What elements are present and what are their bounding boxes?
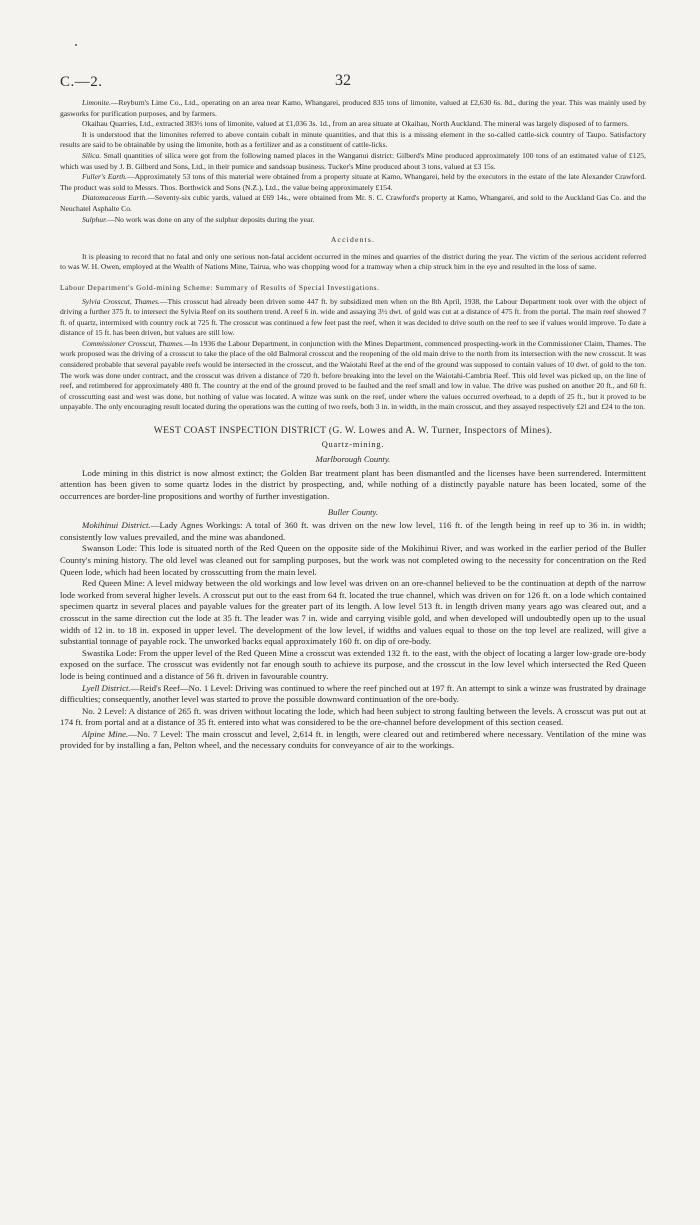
para-lead: Sylvia Crosscut, Thames. (82, 296, 160, 306)
para-cobalt (60, 130, 646, 151)
para-text: Swastika Lode: From the upper level of the Red Queen Mine a crosscut was extended 132 ft. to the east, with the object of locating a larger low-grade ore-body exposed on the surface. The crosscut was evidently not far enough south to achieve its purpose, and the crosscut in the low level which intersected the Red Queen lode is being continued and a distance of 56 ft. driven in favourable country. (60, 647, 646, 681)
para-lead: Diatomaceous Earth. (82, 193, 148, 203)
para-swastika-lode (60, 648, 646, 683)
para-accidents: It is pleasing to record that no fatal and only one serious non-fatal accident occurred in the mines and quarries of the district during the year. The victim of the serious accident referred to was W. H. Owen, employed at the Wealth of Nations Mine, Tairua, who was chopping wood for a tramway when a chip struck him in the eye and resulted in the loss of same. (60, 251, 646, 272)
para-commissioner-crosscut (60, 339, 646, 413)
para-lead: Sulphur. (82, 214, 108, 224)
para-text: Red Queen Mine: A level midway between the old workings and low level was driven on an ore-channel believed to be the continuation at depth of the narrow lode worked from several higher levels. A crosscut put out to the east from 64 ft. located the true channel, which was driven on for 126 ft. on a lode which contained specimen quartz in several places and payable values for the greater part of its length. A low level 513 ft. in length driven many years ago was cleared out, and a crosscut in the same direction cut the lode at 35 ft. The leader was 7 in. wide and carrying visible gold, and when developed will undoubtedly open up to the usual width of 12 in. to 18 in. exposed in upper level. The development of the low level, if widths and values equal to those on the top level are realized, will give a substantial tonnage of payable rock. The unworked backs equal approximately 160 ft. on dip of ore-body. (60, 578, 646, 647)
para-lead: Limonite. (82, 98, 111, 107)
buller-heading: Buller County. (327, 506, 379, 517)
para-text: Okaihau Quarries, Ltd., extracted 383½ tons of limonite, valued at £1,036 3s. 1d., from an area situate at Okaihau, North Auckland. The mineral was largely disposed of to farmers. (82, 119, 629, 129)
para-no2-level (60, 706, 646, 729)
page-number: 32 (335, 72, 351, 89)
para-alpine-mine (60, 729, 646, 752)
accidents-heading: Accidents. (330, 235, 376, 245)
para-lead: Silica. (82, 150, 102, 160)
para-text: —In 1936 the Labour Department, in conjunction with the Mines Department, commenced prospecting-work in the Commissioner Claim, Thames. The work proposed was the driving of a crosscut to take the place of the old Balmoral crosscut and the reopening of the old main drive to the north from its intersection with the new crosscut. It was considered probable that several payable reefs would be intersected in the crosscut, and the Waiotahi Reef at the end of the ground was supposed to contain values of 10 dwt. of gold to the ton. The work was done under contract, and the crosscut was driven a distance of 720 ft. before breaking into the level on the Waiotahi-Cambria Reef. This old level was picked up, on the line of reef, and retimbered for approximately 480 ft. The country at the end of the ground proved to be faulted and the reef small and low in value. The drive was pushed on another 20 ft., and 60 ft. of crosscutting east and west was done, but nothing of value was located. A winze was sunk on the reef, under where the values occurred overhead, to a depth of 25 ft., but it proved to be unpayable. The only encouraging result located during the operations was the cutting of two reefs, both 3 in. in width, in the main crosscut, and they assayed respectively £2l and £24 to the ton. (60, 338, 647, 412)
para-lead: Lyell District. (82, 682, 131, 693)
para-silica (60, 151, 646, 172)
para-okaihau (60, 119, 646, 130)
para-lyell-district (60, 683, 646, 706)
ink-dot (75, 44, 77, 46)
document-reference: C.—2. (60, 74, 103, 90)
para-text: —This crosscut had already been driven some 447 ft. by subsidized men when on the 8th April, 1938, the Labour Department took over with the object of driving a further 375 ft. to intersect the Sylvia Reef on its southern trend. A reef 6 in. wide and assaying 3½ dwt. of gold was cut at a distance of 475 ft. from the portal. The main reef showed 7 ft. of quartz, intermixed with country rock at 725 ft. The crosscut was continued a few feet past the reef, when it was decided to drive south on the reef to see if values would improve. To date a distance of 15 ft. has been driven, but values are still low. (60, 296, 646, 338)
para-text: —No work was done on any of the sulphur deposits during the year. (107, 214, 315, 224)
para-mokihinui (60, 520, 646, 543)
para-text: —Reyburn's Lime Co., Ltd., operating on an area near Kamo, Whangarei, produced 835 tons of limonite, valued at £2,630 6s. 8d., during the year. This was mainly used by gasworks for purification purposes, and by farmers. (60, 98, 646, 118)
para-fullers-earth (60, 172, 646, 193)
west-coast-heading: WEST COAST INSPECTION DISTRICT (G. W. Lowes and A. W. Turner, Inspectors of Mines). (153, 425, 553, 437)
para-red-queen-mine (60, 578, 646, 648)
quartz-mining-heading: Quartz-mining. (321, 439, 385, 449)
para-limonite (60, 98, 646, 119)
para-text: No. 2 Level: A distance of 265 ft. was driven without locating the lode, which had been subject to strong faulting between the levels. A crosscut was put out at 174 ft. from portal and at a distance of 35 ft. entered into what was considered to be the ore-channel before development of this section ceased. (60, 705, 646, 728)
marlborough-heading: Marlborough County. (315, 454, 391, 465)
para-lead: Alpine Mine. (82, 728, 129, 739)
para-text: —Reid's Reef—No. 1 Level: Driving was continued to where the reef pinched out at 197 ft. An attempt to sink a winze was frustrated by drainage difficulties; consequently, another level was started to prove the possible downward continuation of the ore-body. (60, 682, 647, 705)
para-text: It is understood that the limonites referred to above contain cobalt in minute quantities, and that this is a missing element in the so-called cattle-sick country of Taupo. Satisfactory results are said to be obtainable by using the limonite, both as a fertilizer and as a constituent of cattle-licks. (60, 129, 646, 150)
para-text: Swanson Lode: This lode is situated north of the Red Queen on the opposite side of the Mokihinui River, and was worked in the earlier period of the Buller County's mining history. The old level was cleaned out for sampling purposes, but the work was not completed owing to the necessity for concentration on the Red Queen lode, which had been located by crosscutting from the main level. (60, 543, 646, 577)
scheme-heading: Labour Department's Gold-mining Scheme: Summary of Results of Special Investigations. (60, 282, 380, 292)
para-swanson-lode (60, 543, 646, 578)
para-text: —Seventy-six cubic yards, valued at £69 14s., were obtained from Mr. S. C. Crawford's property at Kamo, Whangarei, and sold to the Auckland Gas Co. and the Neuchatel Asphalte Co. (60, 193, 646, 213)
page-body (60, 98, 646, 752)
para-text: —Approximately 53 tons of this material were obtained from a property situate at Kamo, Whangarei, held by the executors in the estate of the late Alexander Crawford. The product was sold to Messrs. Thos. Borthwick and Sons (N.Z.), Ltd., the value being approximately £154. (60, 172, 647, 192)
para-lead: Fuller's Earth. (82, 172, 127, 182)
para-marlborough: Lode mining in this district is now almost extinct; the Golden Bar treatment plant has been dismantled and the licenses have been surrendered. Intermittent attention has been given to some quartz lodes in the district by prospecting, and, while nothing of a distinctly payable nature has been located, some of the occurrences are border-line propositions and worthy of further investigation. (60, 467, 646, 501)
para-diatomaceous-earth (60, 193, 646, 214)
para-lead: Mokihinui District. (82, 520, 151, 531)
para-sylvia-crosscut (60, 297, 646, 339)
para-text: —Lady Agnes Workings: A total of 360 ft. was driven on the new low level, 116 ft. of the length being in reef up to 36 in. in width; consistently low values prevailed, and the mine was abandoned. (60, 520, 646, 542)
para-sulphur (60, 215, 646, 226)
para-lead: Commissioner Crosscut, Thames. (82, 338, 184, 348)
para-text: —No. 7 Level: The main crosscut and level, 2,614 ft. in length, were cleared out and retimbered where necessary. Ventilation of the mine was provided for by installing a fan, Pelton wheel, and the necessary conduits for conveyance of air to the workings. (60, 728, 646, 751)
para-text: Small quantities of silica were got from the following named places in the Wanganui district: Gilberd's Mine produced approximately 100 tons of an estimated value of £125, which was used by J. B. Gilberd and Sons, Ltd., in their pumice and sandsoap business. Tucker's Mine produced about 3 tons, valued at £3 15s. (60, 150, 646, 171)
